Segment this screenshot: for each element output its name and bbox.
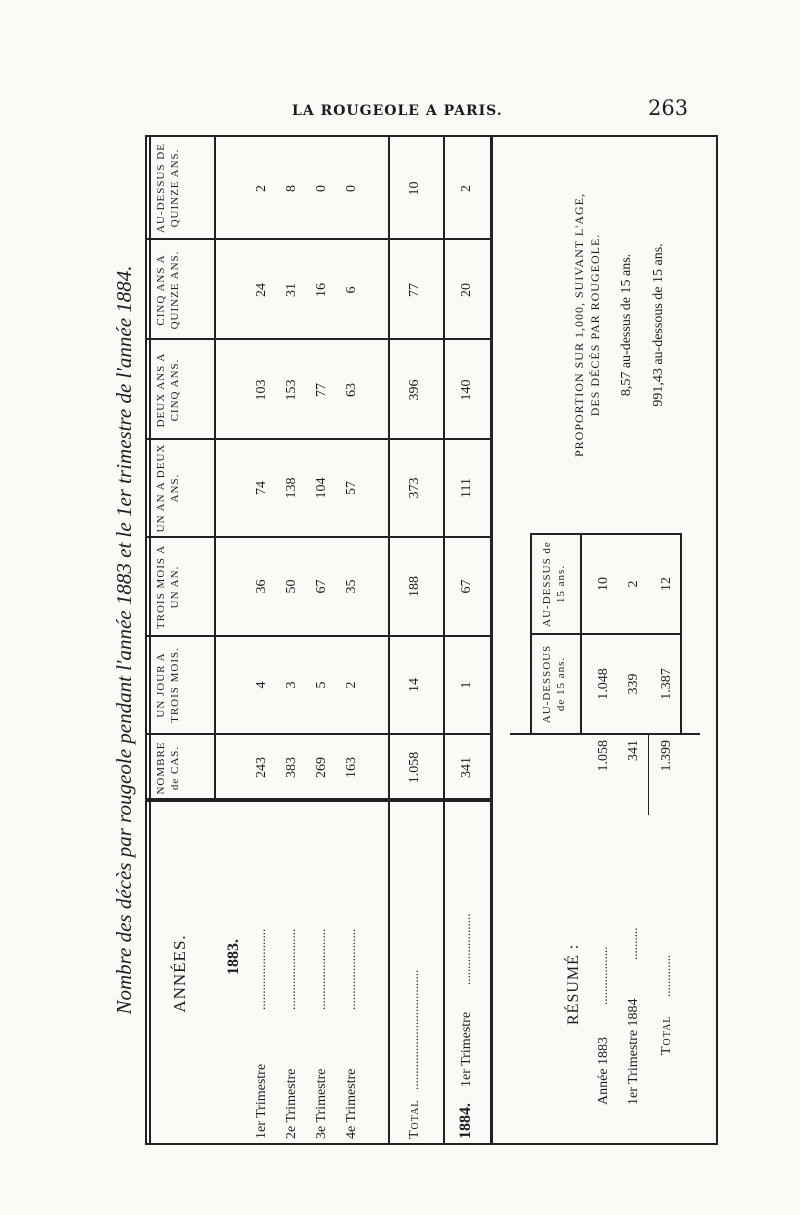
running-title: LA ROUGEOLE A PARIS.	[292, 103, 503, 119]
leader-dots: .........................	[343, 928, 358, 1010]
summary-bottom-rule	[680, 533, 682, 735]
cell: 1.058	[407, 751, 422, 784]
leader-dots: .........................	[283, 928, 298, 1010]
cell: 0	[344, 185, 359, 192]
row-1884-rule	[443, 135, 445, 1145]
page-number: 263	[648, 96, 689, 120]
cell: 104	[314, 477, 329, 499]
header-deux-ans: DEUX ANS A CINQ ANS.	[155, 352, 181, 428]
leader-dots: .....................................	[406, 969, 421, 1090]
year-1884: 1884.	[457, 1103, 474, 1139]
proportion-line-1: 8,57 au-dessus de 15 ans.	[619, 253, 634, 397]
cell: 10	[596, 577, 611, 591]
cell: 3	[284, 681, 299, 689]
cell: 4	[254, 681, 269, 689]
cell: 20	[459, 283, 474, 297]
cell: 16	[314, 283, 329, 297]
summary-label: 1er Trimestre 1884	[626, 998, 641, 1105]
header-cinq-ans: CINQ ANS A QUINZE ANS.	[155, 250, 181, 330]
summary-header-above: AU-DESSUS de 15 ans.	[541, 541, 567, 627]
cell: 138	[284, 477, 299, 499]
table-bottom-rule	[490, 135, 493, 1145]
summary-label: Total	[659, 1015, 674, 1055]
cell: 163	[344, 757, 359, 778]
cell: 67	[459, 579, 474, 594]
cell: 243	[254, 757, 269, 778]
cell: 1.048	[596, 668, 611, 700]
cell: 383	[284, 757, 299, 778]
proportion-heading-2: DES DÉCÈS PAR ROUGEOLE.	[588, 233, 602, 417]
summary-heading: RÉSUMÉ :	[565, 943, 582, 1025]
total-rule	[388, 135, 390, 1145]
cell: 0	[314, 185, 329, 192]
proportion-heading-1: PROPORTION SUR 1,000, SUIVANT L'AGE,	[572, 192, 586, 458]
header-rule	[214, 135, 216, 800]
row-label: 3e Trimestre	[314, 1068, 329, 1139]
cell: 50	[284, 579, 299, 594]
cell: 67	[314, 579, 329, 594]
summary-divider	[510, 733, 700, 735]
row-label: 1er Trimestre	[254, 1063, 269, 1139]
cell: 2	[254, 185, 269, 192]
header-au-dessus: AU-DESSUS DE QUINZE ANS.	[155, 143, 181, 233]
cell: 153	[284, 379, 299, 401]
cell: 396	[407, 379, 422, 401]
cell: 31	[284, 283, 299, 297]
cell: 103	[254, 379, 269, 401]
header-trois-mois: TROIS MOIS A UN AN.	[155, 544, 181, 630]
header-nombre-cas: NOMBRE de CAS.	[155, 741, 181, 795]
cell: 373	[407, 477, 422, 499]
year-1883: 1883.	[225, 939, 242, 975]
cell: 35	[344, 579, 359, 594]
leader-dots: .........................	[253, 928, 268, 1010]
leader-dots: ..........	[625, 927, 640, 960]
cell: 111	[459, 478, 474, 498]
header-annees: ANNÉES.	[170, 934, 189, 1013]
cell: 24	[254, 283, 269, 297]
cell: 140	[459, 379, 474, 401]
cell: 77	[314, 383, 329, 397]
cell: 74	[254, 481, 269, 495]
summary-sum-rule	[648, 735, 649, 815]
summary-label: Année 1883	[596, 1036, 611, 1105]
cell: 339	[626, 673, 641, 695]
table-title: Nombre des décès par rougeole pendant l'année 1883 et le 1er trimestre de l'année 1884.	[112, 265, 136, 1015]
header-un-jour: UN JOUR A TROIS MOIS.	[155, 647, 181, 723]
cell: 5	[314, 681, 329, 689]
cell: 2	[344, 681, 359, 689]
header-un-an: UN AN A DEUX ANS.	[155, 443, 181, 533]
cell: 341	[459, 757, 474, 778]
row-label: 2e Trimestre	[284, 1068, 299, 1139]
cell: 57	[344, 481, 359, 495]
rotated-table-page	[110, 135, 718, 1145]
cell: 77	[407, 283, 422, 297]
cell: 1.387	[659, 668, 674, 700]
total-label: Total	[407, 1099, 422, 1139]
cell: 269	[314, 757, 329, 778]
leader-dots: .............	[658, 954, 673, 997]
leader-dots: ......................	[458, 913, 473, 985]
summary-header-rule	[580, 533, 582, 735]
cell: 63	[344, 383, 359, 397]
cell: 1.399	[659, 740, 674, 772]
summary-header-below: AU-DESSOUS de 15 ans.	[541, 644, 567, 724]
cell: 2	[459, 185, 474, 192]
cell: 341	[626, 740, 641, 761]
cell: 1.058	[596, 740, 611, 772]
cell: 10	[407, 181, 422, 196]
cell: 188	[407, 576, 422, 597]
cell: 2	[626, 580, 641, 588]
cell: 8	[284, 185, 299, 192]
cell: 14	[407, 678, 422, 692]
row-label: 4e Trimestre	[344, 1068, 359, 1139]
summary-top-rule	[530, 533, 532, 735]
leader-dots: ..................	[595, 946, 610, 1005]
cell: 1	[459, 681, 474, 689]
row-label: 1er Trimestre	[459, 1011, 474, 1087]
proportion-line-2: 991,43 au-dessous de 15 ans.	[651, 243, 666, 407]
leader-dots: .........................	[313, 928, 328, 1010]
cell: 6	[344, 286, 359, 294]
cell: 12	[659, 577, 674, 591]
cell: 36	[254, 579, 269, 594]
